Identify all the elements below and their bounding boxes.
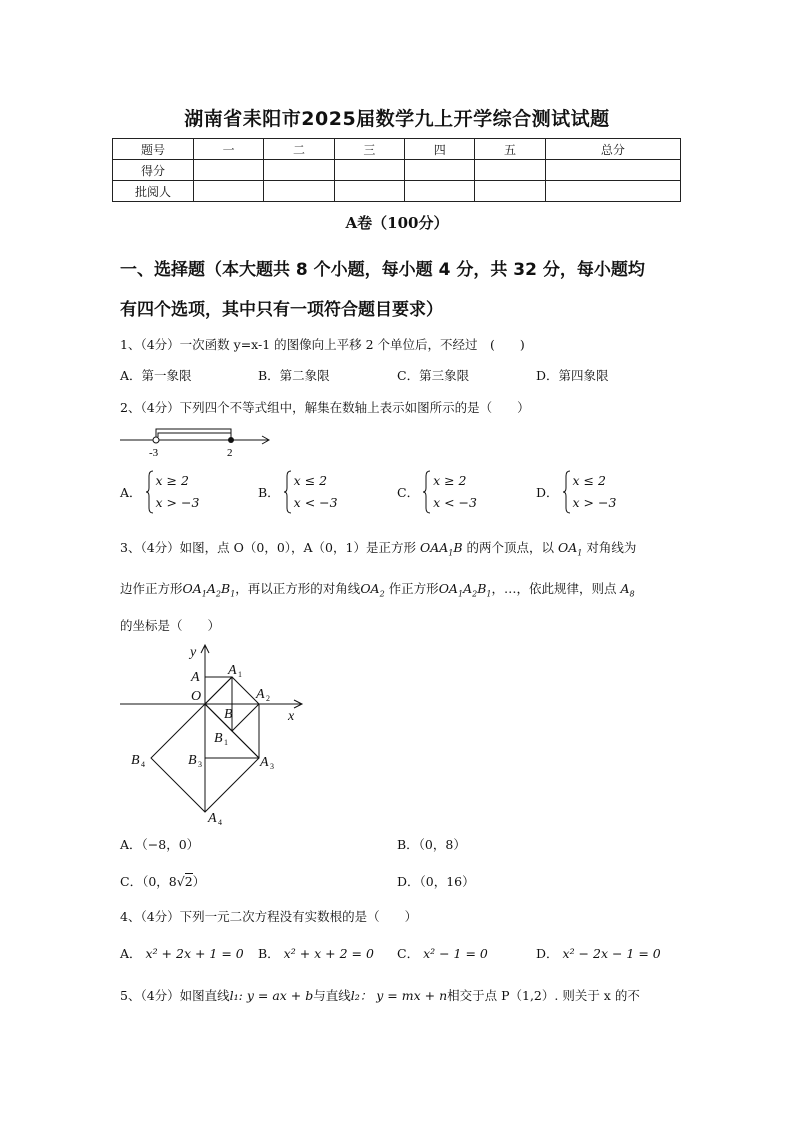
q4-option-a[interactable] <box>120 944 244 962</box>
option-letter: A． <box>120 946 142 961</box>
option-letter: C． <box>397 946 420 961</box>
option-letter: A． <box>120 485 142 500</box>
table-cell: 二 <box>264 139 334 160</box>
q4-option-b[interactable] <box>258 944 374 962</box>
text-segment: 5、（4分）如图直线 <box>120 988 230 1003</box>
label-A4: A <box>208 811 217 825</box>
label-B4: B <box>131 753 140 768</box>
table-cell[interactable] <box>334 181 404 202</box>
inequality-line: x ≥ 2 <box>155 473 189 488</box>
q3-option-a[interactable]: A．（−8，0） <box>120 837 200 852</box>
table-row <box>113 139 681 160</box>
score-table <box>112 138 681 202</box>
text-segment: 的两个顶点，以 <box>466 540 555 555</box>
question-5-stem <box>120 986 640 1004</box>
inequality-line: x ≥ 2 <box>433 473 467 488</box>
q2-option-d[interactable] <box>536 470 616 514</box>
question-3-line3: 的坐标是（ ） <box>120 618 221 633</box>
table-cell: 一 <box>194 139 264 160</box>
section-heading-line2: 有四个选项，其中只有一项符合题目要求） <box>120 300 443 320</box>
q2-option-b[interactable] <box>258 470 338 514</box>
table-cell[interactable] <box>545 160 680 181</box>
question-1-stem: 1、（4分）一次函数 y=x-1 的图像向上平移 2 个单位后，不经过 ( ) <box>120 337 525 352</box>
q2-option-a[interactable] <box>120 470 199 514</box>
sqrt-radicand: 2 <box>184 874 193 889</box>
label-A3: A <box>260 755 269 770</box>
table-cell[interactable] <box>194 181 264 202</box>
q3-option-d[interactable]: D．（0，16） <box>397 874 475 889</box>
inequality-system <box>423 470 477 514</box>
text-segment: 与直线 <box>313 988 351 1003</box>
option-letter: D． <box>536 485 559 500</box>
svg-text:2: 2 <box>266 694 270 703</box>
text-segment: 对角线为 <box>586 540 637 555</box>
inequality-line: x < −3 <box>293 495 338 510</box>
question-2-stem: 2、（4分）下列四个不等式组中，解集在数轴上表示如图所示的是（ ） <box>120 400 530 415</box>
question-3-line2: 边作正方形$OA_1A_2B_1$，再以正方形的对角线$OA_2$ 作正方形$OA_1A_2B_1$，…，依此规律，则点 $A_8$ <box>120 581 635 599</box>
option-text: ） <box>192 874 206 889</box>
svg-text:3: 3 <box>198 760 202 769</box>
svg-text:1: 1 <box>238 670 242 679</box>
q4-option-d[interactable] <box>536 944 661 962</box>
label-A2: A <box>256 687 265 702</box>
label-A1: A <box>228 663 237 678</box>
svg-text:1: 1 <box>224 738 228 747</box>
option-letter: D． <box>536 946 559 961</box>
table-cell[interactable] <box>405 160 475 181</box>
table-cell[interactable] <box>475 160 545 181</box>
text-segment: 边作正方形 <box>120 581 183 596</box>
inequality-system <box>563 470 617 514</box>
page-title: 湖南省耒阳市2025届数学九上开学综合测试试题 <box>184 108 610 130</box>
number-line-label-left: -3 <box>149 447 159 459</box>
label-A: A <box>191 670 200 685</box>
q1-option-c[interactable]: C．第三象限 <box>397 368 470 383</box>
table-cell: 批阅人 <box>113 181 194 202</box>
math-expression: l₂： y = mx + n <box>350 988 448 1003</box>
table-cell: 三 <box>334 139 404 160</box>
q2-option-c[interactable] <box>397 470 477 514</box>
label-x: x <box>288 709 295 724</box>
label-B1: B <box>214 731 223 746</box>
text-segment: 3、（4分）如图，点 O（0，0），A（0，1）是正方形 <box>120 540 416 555</box>
q1-option-b[interactable]: B．第二象限 <box>258 368 330 383</box>
label-y: y <box>190 645 197 660</box>
table-cell: 总分 <box>545 139 680 160</box>
option-expression: x² − 2x − 1 = 0 <box>562 946 661 961</box>
text-segment: 作正方形 <box>388 581 439 596</box>
table-row <box>113 160 681 181</box>
text-segment: ，…，依此规律，则点 <box>491 581 617 596</box>
sqrt-symbol: √ <box>176 874 185 889</box>
math-expression: l₁: y = ax + b <box>229 988 314 1003</box>
label-B: B <box>224 707 233 722</box>
table-cell[interactable] <box>194 160 264 181</box>
inequality-line: x ≤ 2 <box>572 473 606 488</box>
inequality-line: x ≤ 2 <box>293 473 328 488</box>
q4-option-c[interactable] <box>397 944 488 962</box>
option-expression: x² + x + 2 = 0 <box>283 946 374 961</box>
text-segment: ，再以正方形的对角线 <box>235 581 361 596</box>
svg-text:3: 3 <box>270 762 274 771</box>
option-letter: B． <box>258 946 280 961</box>
inequality-line: x > −3 <box>572 495 617 510</box>
table-cell: 四 <box>405 139 475 160</box>
option-text: C．（0，8 <box>120 874 177 889</box>
question-4-stem: 4、（4分）下列一元二次方程没有实数根的是（ ） <box>120 909 418 924</box>
option-expression: x² − 1 = 0 <box>423 946 488 961</box>
table-cell[interactable] <box>264 181 334 202</box>
inequality-line: x > −3 <box>155 495 200 510</box>
inequality-system <box>146 470 200 514</box>
table-cell[interactable] <box>545 181 680 202</box>
table-row <box>113 181 681 202</box>
table-cell: 题号 <box>113 139 194 160</box>
label-B3: B <box>188 753 197 768</box>
inequality-system <box>284 470 338 514</box>
number-line-label-right: 2 <box>227 447 233 459</box>
q1-option-d[interactable]: D．第四象限 <box>536 368 609 383</box>
option-expression: x² + 2x + 1 = 0 <box>145 946 244 961</box>
option-letter: B． <box>258 485 280 500</box>
q1-option-a[interactable]: A．第一象限 <box>120 368 192 383</box>
question-3-line1: 3、（4分）如图，点 O（0，0），A（0，1）是正方形 $OAA_1B$ 的两个顶点，以 $OA_1$ 对角线为 <box>120 540 637 558</box>
table-cell[interactable] <box>264 160 334 181</box>
q3-option-b[interactable]: B．（0，8） <box>397 837 466 852</box>
section-heading-line1: 一、选择题（本大题共 8 个小题，每小题 4 分，共 32 分，每小题均 <box>120 260 645 280</box>
label-O: O <box>191 689 202 704</box>
q3-option-c[interactable] <box>120 872 205 890</box>
text-segment: 相交于点 P（1,2）. 则关于 x 的不 <box>447 988 640 1003</box>
table-cell[interactable] <box>475 181 545 202</box>
svg-text:4: 4 <box>218 818 222 825</box>
svg-text:4: 4 <box>141 760 145 769</box>
table-cell[interactable] <box>334 160 404 181</box>
option-letter: C． <box>397 485 420 500</box>
table-cell: 得分 <box>113 160 194 181</box>
inequality-line: x < −3 <box>433 495 477 510</box>
square-spiral-figure <box>118 640 318 825</box>
table-cell: 五 <box>475 139 545 160</box>
section-a-title: A卷（100分） <box>345 214 449 232</box>
table-cell[interactable] <box>405 181 475 202</box>
number-line-figure <box>118 424 278 460</box>
